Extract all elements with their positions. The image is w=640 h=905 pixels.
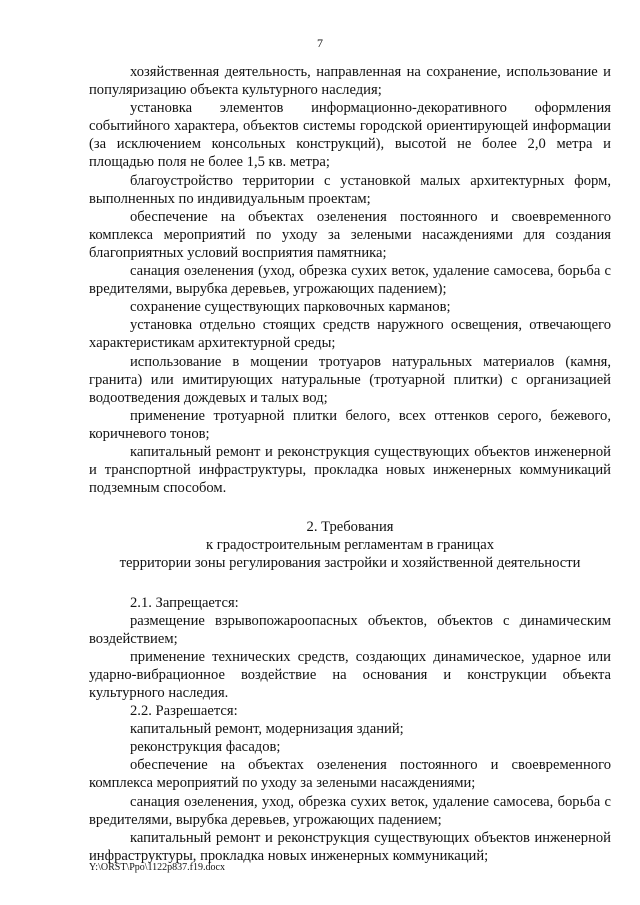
section-heading-line: территории зоны регулирования застройки и хозяйственной деятельности <box>119 555 581 572</box>
paragraph: установка элементов информационно-декоративного оформления событийного характера, объектов системы городской ориентирующей информации (за исключением консольных конструкций), высотой не более 2,0 метра и площадью поля не более 1,5 кв. метра; <box>89 100 611 171</box>
subsection-title: 2.2. Разрешается: <box>130 703 238 720</box>
document-body <box>89 63 611 865</box>
paragraph: хозяйственная деятельность, направленная на сохранение, использование и популяризацию объекта культурного наследия; <box>89 64 611 99</box>
paragraph: санация озеленения (уход, обрезка сухих веток, удаление самосева, борьба с вредителями, вырубка деревьев, угрожающих падением); <box>89 263 611 298</box>
file-path-footer: Y:\ORST\Ppo\1122p837.f19.docx <box>89 862 225 873</box>
subsection-title: 2.1. Запрещается: <box>130 594 239 611</box>
paragraph: использование в мощении тротуаров натуральных материалов (камня, гранита) или имитирующих натуральные (тротуарной плитки) с организацией водоотведения дождевых и талых вод; <box>89 353 611 406</box>
paragraph: обеспечение на объектах озеленения постоянного и своевременного комплекса мероприятий по уходу за зелеными насаждениями; <box>89 757 611 792</box>
paragraph: реконструкция фасадов; <box>130 739 281 756</box>
paragraph: обеспечение на объектах озеленения постоянного и своевременного комплекса мероприятий по уходу за зелеными насаждениями для создания благоприятных условий восприятия памятника; <box>89 208 611 261</box>
paragraph: размещение взрывопожароопасных объектов, объектов с динамическим воздействием; <box>89 612 611 647</box>
section-heading-line: к градостроительным регламентам в границах <box>205 537 495 554</box>
paragraph: капитальный ремонт и реконструкция существующих объектов инженерной инфраструктуры, прокладка новых инженерных коммуникаций; <box>89 829 611 864</box>
paragraph: применение технических средств, создающих динамическое, ударное или ударно-вибрационное воздействие на основания и конструкции объекта культурного наследия. <box>89 648 611 701</box>
spacer <box>89 573 611 594</box>
paragraph: капитальный ремонт, модернизация зданий; <box>130 721 404 738</box>
paragraph: применение тротуарной плитки белого, всех оттенков серого, бежевого, коричневого тонов; <box>89 407 611 442</box>
paragraph: благоустройство территории с установкой малых архитектурных форм, выполненных по индивидуальным проектам; <box>89 172 611 207</box>
paragraph: установка отдельно стоящих средств наружного освещения, отвечающего характеристикам архитектурной среды; <box>89 317 611 352</box>
paragraph: капитальный ремонт и реконструкция существующих объектов инженерной и транспортной инфраструктуры, прокладка новых инженерных коммуникаций подземным способом. <box>89 443 611 497</box>
page-number: 7 <box>317 36 323 50</box>
section-heading-number: 2. Требования <box>306 519 394 536</box>
paragraph: сохранение существующих парковочных карманов; <box>130 299 451 316</box>
paragraph: санация озеленения, уход, обрезка сухих веток, удаление самосева, борьба с вредителями, вырубка деревьев, угрожающих падением; <box>89 793 611 828</box>
